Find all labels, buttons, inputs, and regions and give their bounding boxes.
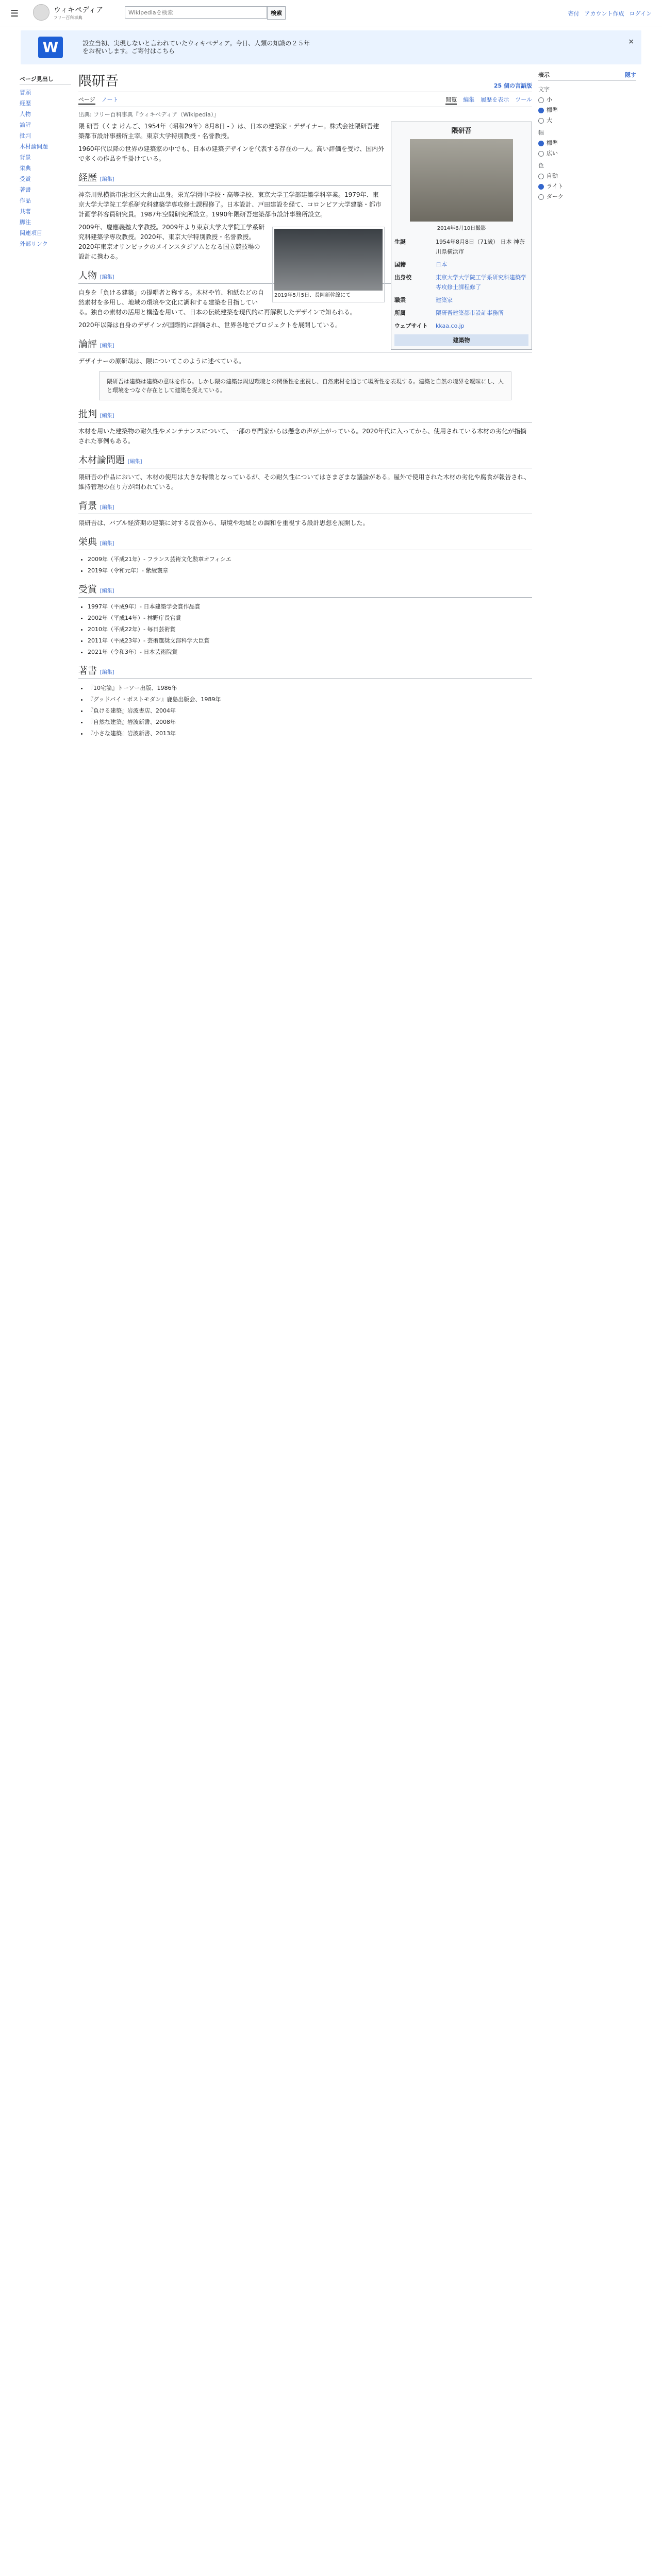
color-option[interactable]: ダーク xyxy=(538,192,636,200)
radio-icon[interactable] xyxy=(538,194,544,200)
list-item: • 『小さな建築』岩波新書、2013年 xyxy=(88,728,532,738)
wood-paragraph: 隈研吾の作品において、木材の使用は大きな特徴となっているが、その耐久性についてはさまざまな議論がある。屋外で使用された木材の劣化や腐食が報告され、維持管理の在り方が問われている。 xyxy=(78,473,531,490)
text-size-option[interactable]: 標準 xyxy=(538,106,636,114)
section-heading-person: 人物 [編集] xyxy=(78,271,532,284)
site-tagline: フリー百科事典 xyxy=(54,15,82,20)
radio-icon[interactable] xyxy=(538,151,544,157)
list-item: • 2021年（令和3年）- 日本芸術院賞 xyxy=(88,647,532,657)
edit-link[interactable]: [編集] xyxy=(100,588,114,594)
section-heading-awards: 受賞 [編集] xyxy=(78,585,532,598)
honors-list xyxy=(78,554,532,575)
text-size-option[interactable]: 小 xyxy=(538,95,636,104)
toc-item[interactable]: 作品 xyxy=(20,197,31,204)
section-heading-books: 著書 [編集] xyxy=(78,666,532,679)
infobox-key: 生誕 xyxy=(394,239,406,245)
blockquote: 隈研吾は建築は建築の意味を作る。しかし隈の建築は周辺環境との関係性を重視し、自然素材を通じて場所性を表現する。建築と自然の境界を曖昧にし、人と環境をつなぐ存在として建築を捉えている。 xyxy=(99,371,511,400)
toc-item[interactable]: 栄典 xyxy=(20,165,31,172)
infobox-key: 国籍 xyxy=(394,261,406,268)
background-paragraph: 隈研吾は、バブル経済期の建築に対する反省から、環境や地域との調和を重視する設計思想を展開した。 xyxy=(78,519,369,527)
language-button[interactable]: 25 個の言語版 xyxy=(493,82,532,89)
list-item: • 2009年（平成21年）- フランス芸術文化勲章オフィシエ xyxy=(88,554,532,564)
thumbnail[interactable] xyxy=(272,227,385,302)
user-links xyxy=(568,9,652,18)
hide-button[interactable]: 隠す xyxy=(625,72,636,78)
edit-link[interactable]: [編集] xyxy=(100,177,114,182)
radio-icon[interactable] xyxy=(538,184,544,190)
header xyxy=(0,0,662,26)
color-option[interactable]: 自動 xyxy=(538,172,636,180)
width-label: 幅 xyxy=(538,129,544,136)
toc-item[interactable]: 批判 xyxy=(20,132,31,139)
color-label: 色 xyxy=(538,162,544,169)
tab-read[interactable]: 閲覧 xyxy=(445,95,457,105)
toc-item[interactable]: 経歴 xyxy=(20,100,31,107)
tab-page[interactable]: ページ xyxy=(78,95,95,105)
list-item: • 『グッドバイ・ポストモダン』鹿島出版会、1989年 xyxy=(88,694,532,704)
text-size-label: 文字 xyxy=(538,86,550,93)
list-item: • 『10宅論』トーソー出版、1986年 xyxy=(88,683,532,693)
books-list xyxy=(78,683,532,738)
banner-message[interactable]: 設立当初、実現しないと言われていたウィキペディア。今日、人類の知識の２５年をお祝いします。ご寄付はこちら xyxy=(82,40,310,55)
toc-item[interactable]: 冒頭 xyxy=(20,89,31,96)
infobox-title: 隈研吾 xyxy=(451,127,472,135)
radio-icon[interactable] xyxy=(538,141,544,146)
section-heading-background: 背景 [編集] xyxy=(78,501,532,514)
radio-icon[interactable] xyxy=(538,108,544,113)
globe-icon xyxy=(33,4,49,21)
person-paragraph: 2020年以降は自身のデザインが国際的に評価され、世界各地でプロジェクトを展開している。 xyxy=(78,321,342,329)
list-item: • 『自然な建築』岩波新書、2008年 xyxy=(88,717,532,727)
thumbnail-image[interactable] xyxy=(274,229,383,291)
section-heading-honors: 栄典 [編集] xyxy=(78,537,532,550)
intro-paragraph: 1960年代以降の世界の建築家の中でも、日本の建築デザインを代表する存在の一人。高い評価を受け、国内外で多くの作品を手掛けている。 xyxy=(78,145,385,162)
create-account-link[interactable]: アカウント作成 xyxy=(584,10,624,17)
toc-item[interactable]: 人物 xyxy=(20,111,31,117)
review-paragraph: デザイナーの原研哉は、隈についてこのように述べている。 xyxy=(78,358,245,365)
edit-link[interactable]: [編集] xyxy=(127,459,142,465)
page-tabs xyxy=(78,95,532,107)
thumbnail-caption: 2019年5月5日、長岡新幹線にて xyxy=(274,293,351,298)
section-heading-critique: 批判 [編集] xyxy=(78,410,532,422)
career-paragraph: 2009年、慶應義塾大学教授。2009年より東京大学大学院工学系研究科建築学専攻教授。2020年、東京大学特別教授・名誉教授。2020年東京オリンピックのメインスタジアムとなる国立競技場の設計に携わる。 xyxy=(78,224,265,260)
toc-item[interactable]: 背景 xyxy=(20,154,31,161)
edit-link[interactable]: [編集] xyxy=(100,541,114,547)
text-size-option[interactable]: 大 xyxy=(538,116,636,124)
tab-tools[interactable]: ツール xyxy=(515,96,532,103)
list-item: • 1997年（平成9年）- 日本建築学会賞作品賞 xyxy=(88,602,532,612)
intro-paragraph: 隈 研吾（くま けんご、1954年〈昭和29年〉8月8日 - ）は、日本の建築家・デザイナー。株式会社隈研吾建築都市設計事務所主宰。東京大学特別教授・名誉教授。 xyxy=(78,123,379,140)
login-link[interactable]: ログイン xyxy=(629,10,652,17)
infobox-section: 建築物 xyxy=(394,334,528,346)
infobox xyxy=(391,122,532,350)
site-name: ウィキペディア xyxy=(54,6,104,14)
list-item: • 2019年（令和元年）- 紫綬褒章 xyxy=(88,566,532,575)
width-option[interactable]: 広い xyxy=(538,149,636,157)
tab-history[interactable]: 履歴を表示 xyxy=(481,96,509,103)
donate-link[interactable]: 寄付 xyxy=(568,10,580,17)
wikipedia-w-icon: W xyxy=(38,37,63,58)
search xyxy=(125,6,286,20)
donation-banner xyxy=(21,30,641,64)
career-paragraph: 神奈川県横浜市港北区大倉山出身。栄光学園中学校・高等学校、東京大学工学部建築学科卒業。1979年、東京大学大学院工学系研究科建築学専攻修士課程修了。日本設計、戸田建設を経て、コロンビア大学建築・都市計画学科客員研究員。1987年空間研究所設立。1990年隈研吾建築都市設計事務所設立。 xyxy=(78,191,382,218)
section-heading-review: 論評 [編集] xyxy=(78,340,532,352)
infobox-key: ウェブサイト xyxy=(394,323,428,329)
infobox-key: 職業 xyxy=(394,297,406,303)
main-content xyxy=(71,71,532,740)
list-item: • 2011年（平成23年）- 芸術選奨文部科学大臣賞 xyxy=(88,636,532,646)
section-heading-wood: 木材論問題 [編集] xyxy=(78,455,532,468)
infobox-value[interactable]: 日本 xyxy=(436,261,447,268)
edit-link[interactable]: [編集] xyxy=(100,505,114,511)
close-icon[interactable]: × xyxy=(628,38,634,46)
color-option[interactable]: ライト xyxy=(538,182,636,190)
toc-item[interactable]: 論評 xyxy=(20,122,31,128)
tab-edit[interactable]: 編集 xyxy=(463,96,475,103)
from-line: 出典: フリー百科事典『ウィキペディア（Wikipedia）』 xyxy=(78,111,220,118)
infobox-value[interactable]: 東京大学大学院工学系研究科建築学専攻修士課程修了 xyxy=(436,274,526,291)
infobox-value: 1954年8月8日（71歳） 日本 神奈川県横浜市 xyxy=(436,239,525,255)
page-title: 隈研吾 xyxy=(78,74,119,89)
site-logo[interactable] xyxy=(33,4,103,21)
toc-item[interactable]: 共著 xyxy=(20,208,31,215)
tab-talk[interactable]: ノート xyxy=(101,96,119,103)
radio-icon[interactable] xyxy=(538,118,544,124)
toc-sidebar xyxy=(0,71,71,740)
toc-item[interactable]: 関連項目 xyxy=(20,230,42,236)
list-item: • 『負ける建築』岩波書店、2004年 xyxy=(88,706,532,716)
infobox-value[interactable]: 隈研吾建築都市設計事務所 xyxy=(436,310,504,316)
infobox-key: 出身校 xyxy=(394,274,411,281)
appearance-panel xyxy=(532,71,636,740)
section-heading-career: 経歴 [編集] xyxy=(78,173,532,186)
photo-caption: 2014年6月10日撮影 xyxy=(437,226,486,231)
radio-icon[interactable] xyxy=(538,174,544,179)
infobox-key: 所属 xyxy=(394,310,406,316)
awards-list xyxy=(78,602,532,657)
edit-link[interactable]: [編集] xyxy=(100,670,114,675)
critique-paragraph: 木材を用いた建築物の耐久性やメンテナンスについて、一部の専門家からは懸念の声が上がっている。2020年代に入ってから、使用されている木材の劣化が指摘された事例もある。 xyxy=(78,428,527,445)
appearance-title: 表示 xyxy=(538,72,550,78)
portrait-photo[interactable] xyxy=(410,139,513,222)
search-button[interactable]: 検索 xyxy=(267,6,286,20)
edit-link[interactable]: [編集] xyxy=(100,343,114,349)
width-option[interactable]: 標準 xyxy=(538,139,636,147)
search-input[interactable] xyxy=(125,6,267,19)
list-item: • 2010年（平成22年）- 毎日芸術賞 xyxy=(88,624,532,634)
edit-link[interactable]: [編集] xyxy=(100,275,114,280)
infobox-value[interactable]: 建築家 xyxy=(436,297,453,303)
list-item: • 2002年（平成14年）- 林野庁長官賞 xyxy=(88,613,532,623)
radio-icon[interactable] xyxy=(538,97,544,103)
edit-link[interactable]: [編集] xyxy=(100,413,114,419)
toc-item[interactable]: 木材論問題 xyxy=(20,143,48,150)
toc-item[interactable]: 外部リンク xyxy=(20,241,48,247)
infobox-value[interactable]: kkaa.co.jp xyxy=(436,323,465,329)
toc-item[interactable]: 著書 xyxy=(20,187,31,193)
menu-icon[interactable]: ☰ xyxy=(10,8,19,19)
toc-item[interactable]: 受賞 xyxy=(20,176,31,182)
toc-item[interactable]: 脚注 xyxy=(20,219,31,226)
toc-title: ページ見出し xyxy=(20,75,71,85)
person-paragraph: 自身を「負ける建築」の提唱者と称する。木材や竹、和紙などの自然素材を多用し、地域の環境や文化に調和する建築を目指している。独自の素材の活用と構造を用いて、日本の伝統建築を現代的に再解釈したデザインで知られる。 xyxy=(78,289,356,316)
